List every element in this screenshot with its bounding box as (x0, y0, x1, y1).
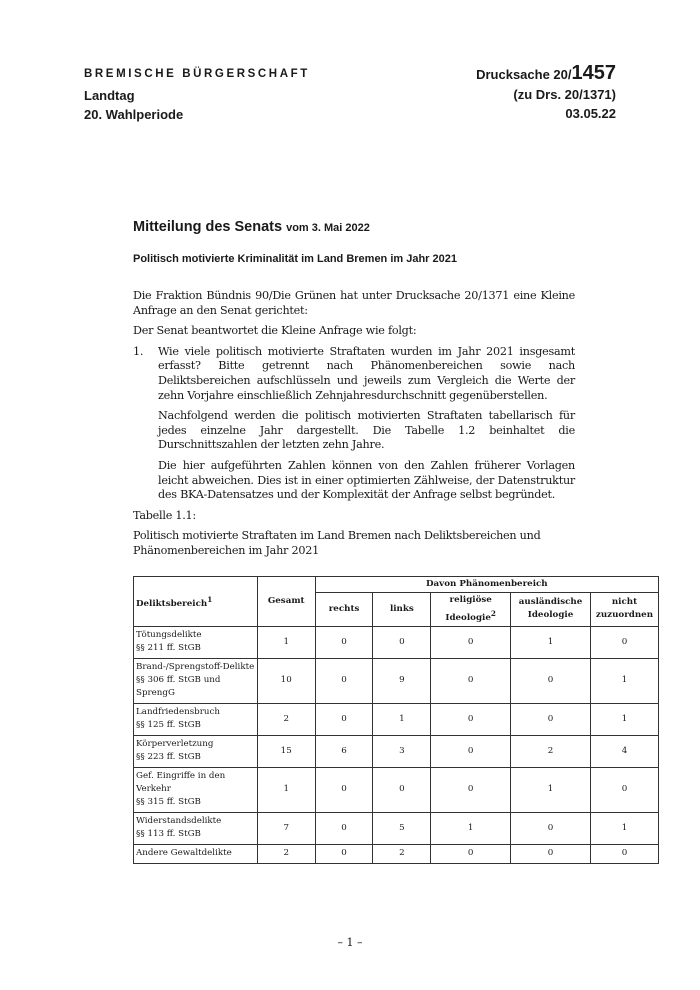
answer-paragraph-1: Nachfolgend werden die politisch motivierten Straftaten tabellarisch für jedes einzelne Jahr dargestellt. Die Tabelle 1.2 beinhaltet die Durschnittszahlen der letzten zehn Jahre. (158, 409, 575, 452)
row-category: Tötungsdelikte §§ 211 ff. StGB (134, 626, 258, 658)
cell-rechts: 0 (315, 658, 373, 703)
title-date: vom 3. Mai 2022 (286, 222, 370, 234)
cell-religioes: 1 (431, 812, 511, 844)
chamber-name: Landtag (84, 88, 135, 103)
document-header-left (84, 68, 310, 124)
cell-nicht-zuzuordnen: 1 (590, 703, 658, 735)
cell-auslaendisch: 2 (511, 735, 591, 767)
row-category: Brand-/Sprengstoff-Delikte §§ 306 ff. StGB und SprengG (134, 658, 258, 703)
cell-gesamt: 2 (257, 844, 315, 863)
cell-auslaendisch: 1 (511, 626, 591, 658)
header-auslaendische-ideologie: ausländische Ideologie (511, 593, 591, 627)
table-row (134, 658, 659, 703)
question-number: 1. (133, 344, 144, 358)
row-category: Gef. Eingriffe in den Verkehr §§ 315 ff. StGB (134, 767, 258, 812)
header-phaenomenbereich: Davon Phänomenbereich (315, 577, 658, 593)
cell-links: 0 (373, 767, 431, 812)
cell-links: 1 (373, 703, 431, 735)
cell-religioes: 0 (431, 703, 511, 735)
header-nicht-zuzuordnen: nicht zuzuordnen (590, 593, 658, 627)
cell-gesamt: 7 (257, 812, 315, 844)
cell-nicht-zuzuordnen: 4 (590, 735, 658, 767)
cell-rechts: 0 (315, 767, 373, 812)
cell-nicht-zuzuordnen: 0 (590, 767, 658, 812)
row-category: Landfriedensbruch §§ 125 ff. StGB (134, 703, 258, 735)
title-main: Mitteilung des Senats (133, 219, 283, 235)
header-deliktsbereich: Deliktsbereich$^1$ (134, 577, 258, 627)
cell-rechts: 0 (315, 703, 373, 735)
reference-drucksache: (zu Drs. 20/1371) (513, 87, 616, 102)
table-label: Tabelle 1.1: (133, 508, 196, 522)
cell-auslaendisch: 0 (511, 658, 591, 703)
table-row (134, 703, 659, 735)
document-subtitle: Politisch motivierte Kriminalität im Land Bremen im Jahr 2021 (133, 253, 457, 265)
row-category: Widerstandsdelikte §§ 113 ff. StGB (134, 812, 258, 844)
header-religioese-ideologie: religiöse Ideologie$^2$ (431, 593, 511, 627)
intro-paragraph: Die Fraktion Bündnis 90/Die Grünen hat unter Drucksache 20/1371 eine Kleine Anfrage an den Senat gerichtet: (133, 289, 575, 317)
table-row (134, 812, 659, 844)
cell-links: 0 (373, 626, 431, 658)
cell-auslaendisch: 0 (511, 844, 591, 863)
cell-rechts: 0 (315, 844, 373, 863)
table-row (134, 767, 659, 812)
cell-gesamt: 1 (257, 767, 315, 812)
cell-religioes: 0 (431, 767, 511, 812)
document-date: 03.05.22 (565, 106, 616, 121)
header-links: links (373, 593, 431, 627)
cell-religioes: 0 (431, 626, 511, 658)
organization-name: BREMISCHE BÜRGERSCHAFT (84, 68, 310, 80)
table-row (134, 626, 659, 658)
cell-gesamt: 1 (257, 626, 315, 658)
answer-intro: Der Senat beantwortet die Kleine Anfrage wie folgt: (133, 324, 417, 338)
cell-links: 2 (373, 844, 431, 863)
cell-auslaendisch: 0 (511, 703, 591, 735)
cell-rechts: 0 (315, 626, 373, 658)
cell-nicht-zuzuordnen: 0 (590, 626, 658, 658)
cell-gesamt: 15 (257, 735, 315, 767)
cell-rechts: 0 (315, 812, 373, 844)
question-1 (133, 345, 575, 409)
legislative-period: 20. Wahlperiode (84, 107, 184, 122)
cell-religioes: 0 (431, 658, 511, 703)
document-title (133, 219, 575, 235)
drucksache-label: Drucksache 20/ (476, 67, 572, 82)
table-header-row (134, 577, 659, 593)
cell-gesamt: 2 (257, 703, 315, 735)
table-row (134, 735, 659, 767)
cell-links: 9 (373, 658, 431, 703)
cell-links: 3 (373, 735, 431, 767)
crime-statistics-table (133, 576, 659, 864)
cell-auslaendisch: 1 (511, 767, 591, 812)
question-text: Wie viele politisch motivierte Straftaten wurden im Jahr 2021 insgesamt erfasst? Bitte getrennt nach Phänomenbereichen sowie nach Deliktsbereichen aufschlüsseln und jeweils zum Vergleich die Werte der zehn Vorjahre einschließlich Zehnjahresdurchschnitt gegenüberstellen. (158, 344, 575, 402)
document-header-right (476, 62, 616, 123)
table-caption: Politisch motivierte Straftaten im Land Bremen nach Deliktsbereichen und Phänomenbereichen im Jahr 2021 (133, 529, 541, 557)
drucksache-id (476, 62, 616, 85)
cell-nicht-zuzuordnen: 0 (590, 844, 658, 863)
row-category: Körperverletzung §§ 223 ff. StGB (134, 735, 258, 767)
table-row (134, 844, 659, 863)
answer-paragraph-2: Die hier aufgeführten Zahlen können von den Zahlen früherer Vorlagen leicht abweichen. Dies ist in einer optimierten Zählweise, der Datenstruktur des BKA-Datensatzes und der Komplexität der Anfrage selbst begründet. (158, 458, 575, 502)
cell-rechts: 6 (315, 735, 373, 767)
row-category: Andere Gewaltdelikte (134, 844, 258, 863)
cell-religioes: 0 (431, 844, 511, 863)
drucksache-number: 1457 (571, 62, 616, 84)
header-rechts: rechts (315, 593, 373, 627)
document-body (133, 289, 575, 559)
page-number: – 1 – (337, 936, 363, 949)
header-gesamt: Gesamt (257, 577, 315, 627)
cell-religioes: 0 (431, 735, 511, 767)
cell-links: 5 (373, 812, 431, 844)
cell-gesamt: 10 (257, 658, 315, 703)
cell-nicht-zuzuordnen: 1 (590, 812, 658, 844)
cell-auslaendisch: 0 (511, 812, 591, 844)
cell-nicht-zuzuordnen: 1 (590, 658, 658, 703)
